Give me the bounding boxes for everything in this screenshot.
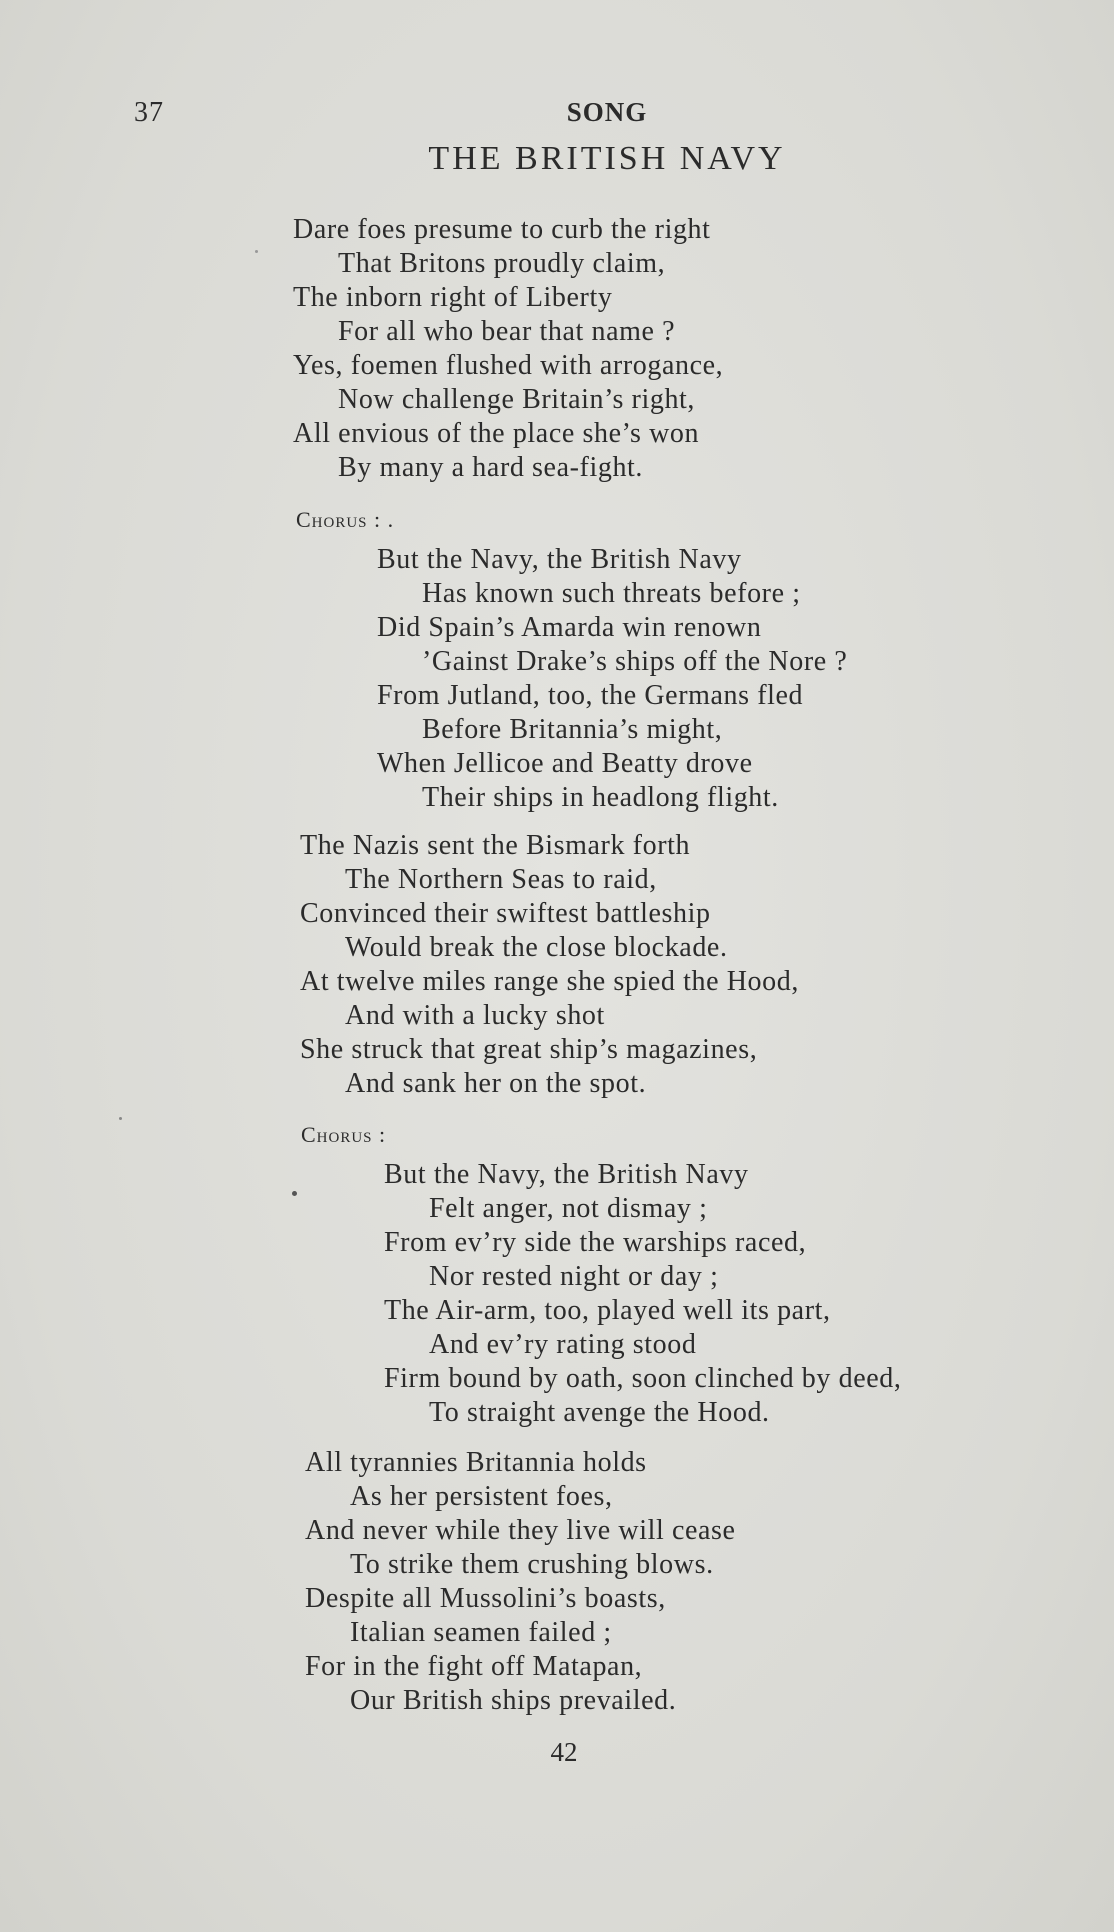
verse-line: As her persistent foes, [350, 1481, 613, 1512]
chorus-line: From Jutland, too, the Germans fled [377, 680, 804, 711]
verse-line: For in the fight off Matapan, [305, 1651, 643, 1682]
chorus-line: Firm bound by oath, soon clinched by deed, [384, 1363, 902, 1394]
chorus-line: Did Spain’s Amarda win renown [377, 612, 762, 643]
paper-speck [255, 250, 258, 253]
verse-line: To strike them crushing blows. [350, 1549, 714, 1580]
verse-line: She struck that great ship’s magazines, [300, 1034, 758, 1065]
verse-line: All envious of the place she’s won [293, 418, 700, 449]
verse-line: The Northern Seas to raid, [345, 864, 657, 895]
verse-1 [293, 213, 723, 485]
paper-speck [119, 1117, 122, 1120]
chorus-2 [384, 1158, 901, 1430]
verse-2 [300, 829, 799, 1101]
chorus-line: But the Navy, the British Navy [377, 544, 742, 575]
chorus-label: Chorus : [301, 1122, 387, 1147]
song-label: SONG [566, 97, 648, 127]
verse-line: Yes, foemen flushed with arrogance, [293, 350, 724, 381]
verse-line: All tyrannies Britannia holds [305, 1447, 647, 1478]
verse-line: The inborn right of Liberty [293, 282, 613, 313]
verse-3 [305, 1446, 736, 1718]
verse-line: Now challenge Britain’s right, [338, 384, 696, 415]
chorus-line: To straight avenge the Hood. [429, 1397, 770, 1428]
song-number: 37 [134, 97, 164, 128]
chorus-line: Has known such threats before ; [422, 578, 801, 609]
chorus-line: The Air-arm, too, played well its part, [384, 1295, 831, 1326]
verse-line: And with a lucky shot [345, 1000, 605, 1031]
chorus-line: From ev’ry side the warships raced, [384, 1227, 807, 1258]
verse-line: Convinced their swiftest battleship [300, 898, 711, 929]
song-title: THE BRITISH NAVY [428, 140, 786, 177]
verse-line: Our British ships prevailed. [350, 1685, 677, 1716]
chorus-line: When Jellicoe and Beatty drove [377, 748, 753, 779]
verse-line: By many a hard sea-fight. [338, 452, 644, 483]
verse-line: And never while they live will cease [305, 1515, 736, 1546]
chorus-line: But the Navy, the British Navy [384, 1159, 749, 1190]
verse-line: Would break the close blockade. [345, 932, 728, 963]
verse-line: The Nazis sent the Bismark forth [300, 830, 691, 861]
chorus-label: Chorus : . [296, 507, 395, 532]
verse-line: Italian seamen failed ; [350, 1617, 612, 1648]
page-number: 42 [550, 1737, 578, 1767]
verse-line: Despite all Mussolini’s boasts, [305, 1583, 666, 1614]
chorus-1 [377, 543, 847, 815]
verse-line: For all who bear that name ? [338, 316, 676, 347]
chorus-line: ’Gainst Drake’s ships off the Nore ? [422, 646, 848, 677]
chorus-line: Felt anger, not dismay ; [429, 1193, 708, 1224]
verse-line: That Britons proudly claim, [338, 248, 666, 279]
chorus-line: And ev’ry rating stood [429, 1329, 697, 1360]
chorus-line: Their ships in headlong flight. [422, 782, 779, 813]
chorus-line: Before Britannia’s might, [422, 714, 723, 745]
verse-line: At twelve miles range she spied the Hood, [300, 966, 799, 997]
verse-line: And sank her on the spot. [345, 1068, 647, 1099]
chorus-line: Nor rested night or day ; [429, 1261, 719, 1292]
paper-speck [292, 1191, 297, 1196]
verse-line: Dare foes presume to curb the right [293, 214, 711, 245]
